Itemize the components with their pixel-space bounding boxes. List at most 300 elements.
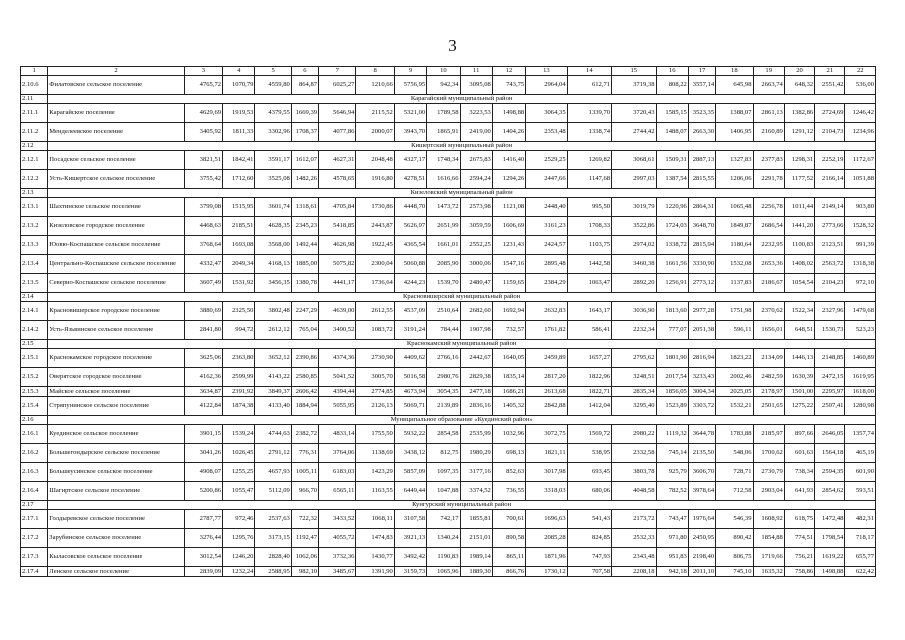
value-cell: 3525,08 (255, 170, 291, 189)
value-cell: 2104,73 (815, 123, 845, 142)
value-cell: 1661,56 (656, 255, 688, 274)
header-cell: 12 (492, 67, 525, 76)
value-cell: 1147,68 (567, 170, 611, 189)
value-cell: 1871,96 (526, 548, 567, 567)
value-cell: 4327,17 (394, 151, 426, 170)
value-cell: 2977,28 (688, 302, 715, 321)
value-cell: 971,80 (656, 529, 688, 548)
value-cell: 2675,83 (460, 151, 492, 170)
value-cell: 1889,30 (460, 567, 492, 577)
row-name: Шагиртское сельское поселение (48, 482, 184, 501)
value-cell: 2815,94 (688, 236, 715, 255)
table-row (21, 387, 876, 397)
header-cell: 15 (612, 67, 656, 76)
value-cell: 596,11 (716, 321, 753, 340)
value-cell: 655,77 (845, 548, 876, 567)
value-cell: 1823,22 (716, 349, 753, 368)
header-cell: 20 (784, 67, 814, 76)
value-cell: 2185,97 (753, 425, 784, 444)
value-cell: 3012,54 (184, 548, 222, 567)
value-cell: 1391,90 (356, 567, 394, 577)
value-cell: 2186,67 (753, 274, 784, 293)
value-cell: 2744,42 (612, 123, 656, 142)
value-cell: 1255,25 (223, 463, 255, 482)
value-cell: 4639,00 (319, 302, 356, 321)
value-cell: 3490,52 (319, 321, 356, 340)
value-cell: 2864,31 (688, 198, 715, 217)
value-cell: 1172,67 (845, 151, 876, 170)
value-cell: 972,46 (223, 510, 255, 529)
table-row (21, 151, 876, 170)
value-cell: 3601,74 (255, 198, 291, 217)
value-cell: 2552,25 (460, 236, 492, 255)
section-title: Кунгурский муниципальный район (48, 501, 876, 510)
section-title: Кизеловский муниципальный район (48, 189, 876, 198)
value-cell: 1488,07 (656, 123, 688, 142)
value-cell: 995,50 (567, 198, 611, 217)
row-name: Майское сельское поселение (48, 387, 184, 397)
value-cell: 3652,12 (255, 349, 291, 368)
value-cell: 3492,42 (394, 548, 426, 567)
value-cell: 1630,39 (784, 368, 814, 387)
value-cell: 1789,58 (427, 104, 460, 123)
value-cell: 2854,58 (427, 425, 460, 444)
value-cell: 2599,99 (223, 368, 255, 387)
row-code: 2.15.4 (21, 397, 48, 416)
value-cell: 2459,89 (526, 349, 567, 368)
value-cell: 2895,48 (526, 255, 567, 274)
value-cell: 5112,09 (255, 482, 291, 501)
value-cell: 2345,23 (291, 217, 318, 236)
value-cell: 4394,44 (319, 387, 356, 397)
row-name: Стряпунинское сельское поселение (48, 397, 184, 416)
value-cell: 3644,78 (688, 425, 715, 444)
value-cell: 3719,38 (612, 76, 656, 95)
value-cell: 1635,32 (753, 567, 784, 577)
value-cell: 1692,94 (492, 302, 525, 321)
value-cell: 1989,14 (460, 548, 492, 567)
value-cell: 4468,63 (184, 217, 222, 236)
value-cell: 2384,29 (526, 274, 567, 293)
value-cell: 5075,82 (319, 255, 356, 274)
value-cell: 3054,35 (427, 387, 460, 397)
row-name: Красновишерское городское поселение (48, 302, 184, 321)
value-cell: 4143,22 (255, 368, 291, 387)
value-cell: 1159,65 (492, 274, 525, 293)
value-cell: 2964,04 (526, 76, 567, 95)
value-cell: 4705,84 (319, 198, 356, 217)
value-cell: 4833,14 (319, 425, 356, 444)
value-cell: 2529,25 (526, 151, 567, 170)
value-cell: 707,58 (567, 567, 611, 577)
row-name: Посадское сельское поселение (48, 151, 184, 170)
value-cell: 2300,04 (356, 255, 394, 274)
value-cell: 548,06 (716, 444, 753, 463)
value-cell: 1761,82 (526, 321, 567, 340)
value-cell: 1234,96 (845, 123, 876, 142)
section-title: Красновишерский муниципальный район (48, 293, 876, 302)
value-cell: 2390,86 (291, 349, 318, 368)
value-cell: 1608,92 (753, 510, 784, 529)
value-cell: 1798,54 (815, 529, 845, 548)
value-cell: 4055,72 (319, 529, 356, 548)
value-cell: 1291,12 (784, 123, 814, 142)
table-row (21, 255, 876, 274)
section-code: 2.12 (21, 142, 48, 151)
value-cell: 1295,76 (223, 529, 255, 548)
value-cell: 1406,95 (716, 123, 753, 142)
value-cell: 541,43 (567, 510, 611, 529)
value-cell: 1693,08 (223, 236, 255, 255)
value-cell: 2841,80 (184, 321, 222, 340)
value-cell: 1849,87 (716, 217, 753, 236)
value-cell: 3318,03 (526, 482, 567, 501)
value-cell: 1616,66 (427, 170, 460, 189)
value-cell: 1821,11 (526, 444, 567, 463)
value-cell: 2594,24 (460, 170, 492, 189)
row-code: 2.13.4 (21, 255, 48, 274)
row-name: Менделеевское поселение (48, 123, 184, 142)
value-cell: 4673,94 (394, 387, 426, 397)
value-cell: 693,45 (567, 463, 611, 482)
row-code: 2.10.6 (21, 76, 48, 95)
value-cell: 1696,63 (526, 510, 567, 529)
value-cell: 925,79 (656, 463, 688, 482)
value-cell: 1528,32 (845, 217, 876, 236)
value-cell: 2017,54 (656, 368, 688, 387)
value-cell: 1708,37 (291, 123, 318, 142)
value-cell: 3943,70 (394, 123, 426, 142)
row-code: 2.17.4 (21, 567, 48, 577)
value-cell: 2686,54 (753, 217, 784, 236)
value-cell: 3072,75 (526, 425, 567, 444)
row-name: Северно-Коспашское сельское поселение (48, 274, 184, 293)
value-cell: 3568,00 (255, 236, 291, 255)
row-name: Центрально-Коспашское сельское поселение (48, 255, 184, 274)
value-cell: 1865,91 (427, 123, 460, 142)
value-cell: 4537,09 (394, 302, 426, 321)
value-cell: 2535,99 (460, 425, 492, 444)
table-row (21, 349, 876, 368)
value-cell: 3041,26 (184, 444, 222, 463)
row-code: 2.17.1 (21, 510, 48, 529)
value-cell: 1811,33 (223, 123, 255, 142)
value-cell: 1083,72 (356, 321, 394, 340)
value-cell: 1585,15 (656, 104, 688, 123)
value-cell: 1498,88 (492, 104, 525, 123)
value-cell: 2903,04 (753, 482, 784, 501)
table-row (21, 482, 876, 501)
value-cell: 3107,58 (394, 510, 426, 529)
value-cell: 966,70 (291, 482, 318, 501)
table-header-row (21, 67, 876, 76)
value-cell: 2653,36 (753, 255, 784, 274)
value-cell: 1530,73 (815, 321, 845, 340)
value-cell: 2232,95 (753, 236, 784, 255)
value-cell: 2166,14 (815, 170, 845, 189)
value-cell: 3799,08 (184, 198, 222, 217)
table-row (21, 274, 876, 293)
header-cell: 3 (184, 67, 222, 76)
value-cell: 2149,14 (815, 198, 845, 217)
value-cell: 3438,12 (394, 444, 426, 463)
value-cell: 2049,34 (223, 255, 255, 274)
header-cell: 4 (223, 67, 255, 76)
value-cell: 991,39 (845, 236, 876, 255)
value-cell: 2892,20 (612, 274, 656, 293)
value-cell: 1388,07 (716, 104, 753, 123)
value-cell: 1472,48 (815, 510, 845, 529)
value-cell: 1100,83 (784, 236, 814, 255)
value-cell: 648,32 (784, 76, 814, 95)
value-cell: 2443,87 (356, 217, 394, 236)
value-cell: 5857,09 (394, 463, 426, 482)
value-cell: 2817,20 (526, 368, 567, 387)
section-code: 2.16 (21, 416, 48, 425)
row-name: Голдыревское сельское поселение (48, 510, 184, 529)
value-cell: 728,71 (716, 463, 753, 482)
value-cell: 4448,70 (394, 198, 426, 217)
value-cell: 2391,92 (223, 387, 255, 397)
value-cell: 743,75 (492, 76, 525, 95)
header-cell: 5 (255, 67, 291, 76)
tariff-table (20, 66, 876, 577)
value-cell: 1515,95 (223, 198, 255, 217)
value-cell: 1661,01 (427, 236, 460, 255)
value-cell: 612,71 (567, 76, 611, 95)
value-cell: 2134,09 (753, 349, 784, 368)
row-name: Юовю-Коспашское сельское поселение (48, 236, 184, 255)
row-name: Зарубинское сельское поселение (48, 529, 184, 548)
value-cell: 1885,00 (291, 255, 318, 274)
value-cell: 3607,49 (184, 274, 222, 293)
value-cell: 1822,71 (567, 387, 611, 397)
value-cell: 1338,72 (656, 236, 688, 255)
value-cell: 742,17 (427, 510, 460, 529)
value-cell: 1190,83 (427, 548, 460, 567)
value-cell: 5321,00 (394, 104, 426, 123)
value-cell: 784,44 (427, 321, 460, 340)
value-cell: 1256,91 (656, 274, 688, 293)
row-code: 2.11.2 (21, 123, 48, 142)
value-cell: 4332,47 (184, 255, 222, 274)
value-cell: 5069,71 (394, 397, 426, 416)
value-cell: 942,34 (427, 76, 460, 95)
value-cell: 1051,88 (845, 170, 876, 189)
value-cell: 3177,16 (460, 463, 492, 482)
value-cell: 3095,08 (460, 76, 492, 95)
value-cell: 2613,68 (526, 387, 567, 397)
value-cell: 718,17 (845, 529, 876, 548)
value-cell: 3978,64 (688, 482, 715, 501)
value-cell: 4409,62 (394, 349, 426, 368)
value-cell: 1121,08 (492, 198, 525, 217)
section-code: 2.13 (21, 189, 48, 198)
value-cell: 1874,38 (223, 397, 255, 416)
value-cell: 3191,24 (394, 321, 426, 340)
row-name: Большеусинское сельское поселение (48, 463, 184, 482)
value-cell: 6565,11 (319, 482, 356, 501)
table-row (21, 198, 876, 217)
row-name: Большегондырское сельское поселение (48, 444, 184, 463)
value-cell: 2363,80 (223, 349, 255, 368)
value-cell: 1416,40 (492, 151, 525, 170)
section-row (21, 95, 876, 104)
value-cell: 2178,97 (753, 387, 784, 397)
value-cell: 700,61 (492, 510, 525, 529)
value-cell: 2377,83 (753, 151, 784, 170)
value-cell: 4441,17 (319, 274, 356, 293)
value-cell: 2532,33 (612, 529, 656, 548)
value-cell: 3223,53 (460, 104, 492, 123)
value-cell: 2173,72 (612, 510, 656, 529)
value-cell: 2325,50 (223, 302, 255, 321)
row-code: 2.16.4 (21, 482, 48, 501)
value-cell: 5626,97 (394, 217, 426, 236)
row-code: 2.13.2 (21, 217, 48, 236)
value-cell: 3456,35 (255, 274, 291, 293)
value-cell: 722,32 (291, 510, 318, 529)
value-cell: 2247,29 (291, 302, 318, 321)
value-cell: 4133,40 (255, 397, 291, 416)
value-cell: 3755,42 (184, 170, 222, 189)
value-cell: 2085,90 (427, 255, 460, 274)
value-cell: 3764,06 (319, 444, 356, 463)
value-cell: 2663,74 (753, 76, 784, 95)
value-cell: 1539,24 (223, 425, 255, 444)
value-cell: 1730,86 (356, 198, 394, 217)
value-cell: 2774,85 (356, 387, 394, 397)
value-cell: 2480,47 (460, 274, 492, 293)
row-name: Карагайское поселение (48, 104, 184, 123)
value-cell: 1854,88 (753, 529, 784, 548)
value-cell: 3064,35 (526, 104, 567, 123)
table-row (21, 236, 876, 255)
section-title: Краснокамский муниципальный район (48, 340, 876, 349)
value-cell: 765,04 (291, 321, 318, 340)
value-cell: 1916,80 (356, 170, 394, 189)
value-cell: 982,10 (291, 567, 318, 577)
header-cell: 13 (526, 67, 567, 76)
row-code: 2.17.2 (21, 529, 48, 548)
value-cell: 622,42 (845, 567, 876, 577)
section-title: Муниципальное образование «Куединский район» (48, 416, 876, 425)
header-cell: 8 (356, 67, 394, 76)
row-code: 2.12.1 (21, 151, 48, 170)
value-cell: 865,11 (492, 548, 525, 567)
value-cell: 1339,70 (567, 104, 611, 123)
value-cell: 2551,42 (815, 76, 845, 95)
value-cell: 864,87 (291, 76, 318, 95)
value-cell: 2185,51 (223, 217, 255, 236)
value-cell: 3295,40 (612, 397, 656, 416)
value-cell: 2588,95 (255, 567, 291, 577)
value-cell: 3173,15 (255, 529, 291, 548)
value-cell: 777,07 (656, 321, 688, 340)
row-code: 2.13.1 (21, 198, 48, 217)
value-cell: 1460,89 (845, 349, 876, 368)
value-cell: 1498,88 (815, 567, 845, 577)
value-cell: 2980,22 (612, 425, 656, 444)
section-code: 2.15 (21, 340, 48, 349)
row-code: 2.13.3 (21, 236, 48, 255)
value-cell: 645,98 (716, 76, 753, 95)
value-cell: 866,76 (492, 567, 525, 577)
header-cell: 18 (716, 67, 753, 76)
section-code: 2.17 (21, 501, 48, 510)
value-cell: 3433,52 (319, 510, 356, 529)
value-cell: 1547,16 (492, 255, 525, 274)
value-cell: 5041,52 (319, 368, 356, 387)
value-cell: 1640,05 (492, 349, 525, 368)
table-row (21, 76, 876, 95)
value-cell: 2580,85 (291, 368, 318, 387)
value-cell: 2048,48 (356, 151, 394, 170)
value-cell: 3059,59 (460, 217, 492, 236)
section-row (21, 189, 876, 198)
value-cell: 3330,90 (688, 255, 715, 274)
value-cell: 523,23 (845, 321, 876, 340)
value-cell: 2104,23 (815, 274, 845, 293)
header-cell: 14 (567, 67, 611, 76)
value-cell: 1054,54 (784, 274, 814, 293)
row-name: Усть-Язьвинское сельское поселение (48, 321, 184, 340)
value-cell: 3248,51 (612, 368, 656, 387)
value-cell: 4244,23 (394, 274, 426, 293)
value-cell: 2002,46 (716, 368, 753, 387)
value-cell: 2327,96 (815, 302, 845, 321)
value-cell: 1842,41 (223, 151, 255, 170)
value-cell: 2115,52 (356, 104, 394, 123)
value-cell: 745,14 (656, 444, 688, 463)
value-cell: 2835,34 (612, 387, 656, 397)
value-cell: 903,80 (845, 198, 876, 217)
value-cell: 1783,88 (716, 425, 753, 444)
row-name: Филатовское сельское поселение (48, 76, 184, 95)
value-cell: 2861,13 (753, 104, 784, 123)
value-cell: 1430,77 (356, 548, 394, 567)
value-cell: 680,06 (567, 482, 611, 501)
table-row (21, 529, 876, 548)
value-cell: 2123,51 (815, 236, 845, 255)
value-cell: 2842,88 (526, 397, 567, 416)
value-cell: 3036,90 (612, 302, 656, 321)
value-cell: 1730,12 (526, 567, 567, 577)
value-cell: 738,34 (784, 463, 814, 482)
value-cell: 890,42 (716, 529, 753, 548)
table-row (21, 123, 876, 142)
value-cell: 1532,08 (716, 255, 753, 274)
value-cell: 2795,62 (612, 349, 656, 368)
value-cell: 3303,72 (688, 397, 715, 416)
value-cell: 1669,39 (291, 104, 318, 123)
value-cell: 1569,72 (567, 425, 611, 444)
value-cell: 5060,88 (394, 255, 426, 274)
value-cell: 1220,96 (656, 198, 688, 217)
value-cell: 4626,98 (319, 236, 356, 255)
value-cell: 3648,70 (688, 217, 715, 236)
value-cell: 1813,60 (656, 302, 688, 321)
value-cell: 1708,33 (567, 217, 611, 236)
value-cell: 1539,70 (427, 274, 460, 293)
value-cell: 3821,51 (184, 151, 222, 170)
value-cell: 1855,81 (460, 510, 492, 529)
table-row (21, 217, 876, 236)
value-cell: 3000,06 (460, 255, 492, 274)
value-cell: 3880,69 (184, 302, 222, 321)
row-name: Краснокамское городское поселение (48, 349, 184, 368)
value-cell: 1294,26 (492, 170, 525, 189)
